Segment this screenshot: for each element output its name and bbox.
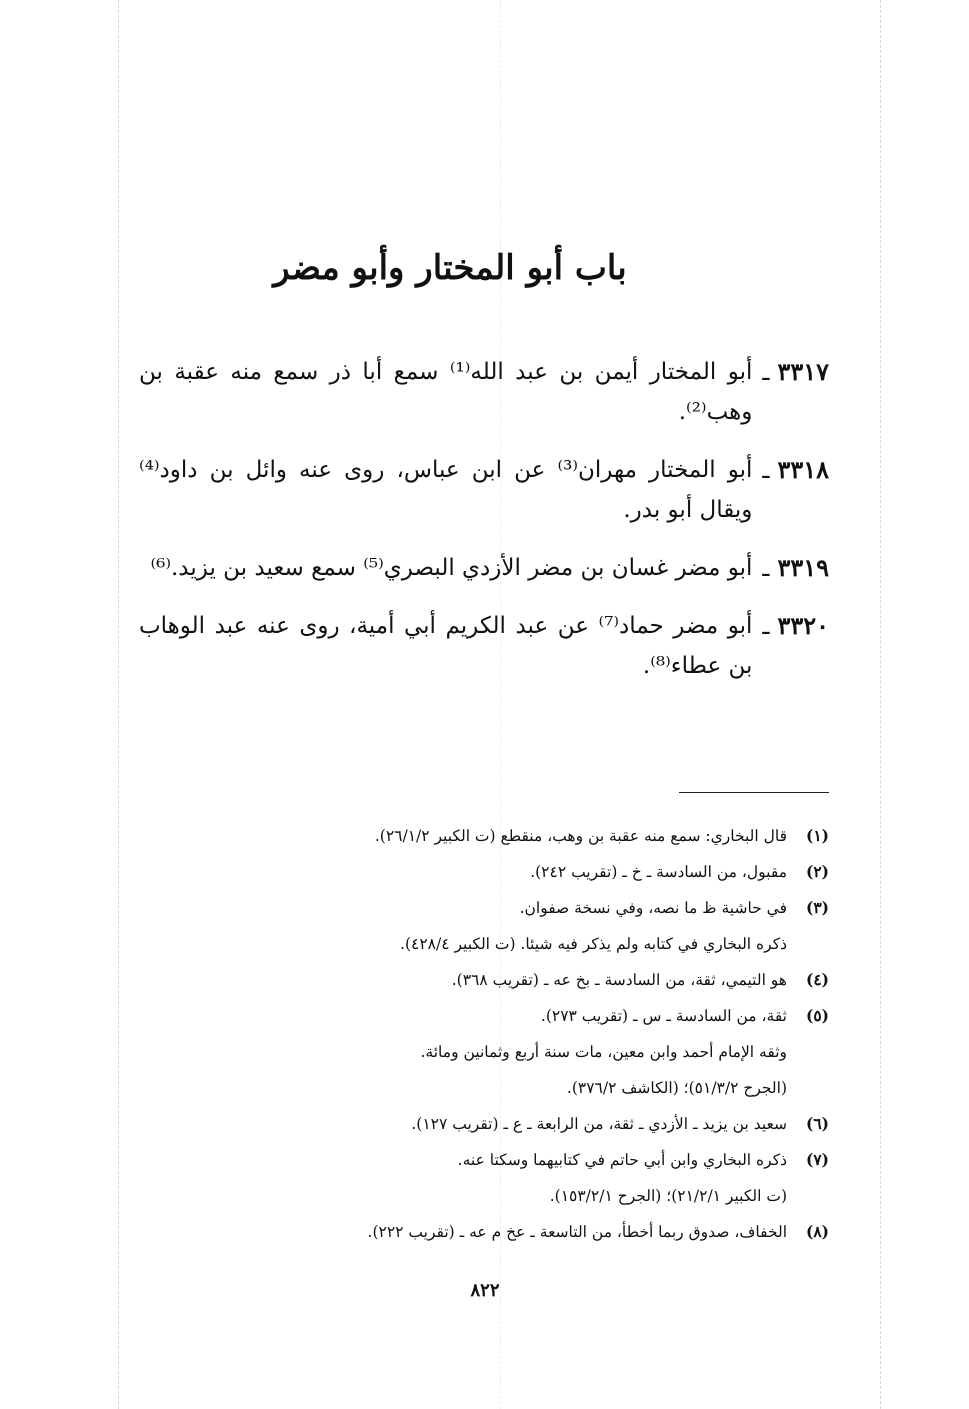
- footnote: [209, 1142, 829, 1214]
- footnote-number: (٣): [805, 898, 829, 917]
- footnote: [209, 890, 829, 962]
- footnote-number: (٥): [805, 1006, 829, 1025]
- footnote: [209, 818, 829, 854]
- footnotes: [209, 818, 829, 1250]
- scan-guide-line: [118, 0, 119, 1409]
- entry: [139, 548, 829, 588]
- footnote-number: (٨): [805, 1222, 829, 1241]
- entry-text: أبو المختار مهران⁽³⁾ عن ابن عباس، روى عنه وائل بن داود⁽⁴⁾ ويقال أبو بدر.: [139, 457, 753, 523]
- entry-dash: ـ: [762, 612, 770, 640]
- entry-number: ٣٣١٩: [777, 553, 829, 582]
- footnote-divider: [679, 792, 829, 793]
- footnote: [209, 854, 829, 890]
- entry: [139, 606, 829, 686]
- page-number: ٨٢٢: [470, 1280, 500, 1301]
- scan-guide-line: [880, 0, 881, 1409]
- footnote: [209, 998, 829, 1106]
- footnote-body: [209, 854, 787, 890]
- footnote-number: (٦): [805, 1114, 829, 1133]
- footnote-body: [209, 890, 787, 962]
- footnote-line: هو التيمي، ثقة، من السادسة ـ بخ عه ـ (تقريب ٣٦٨).: [451, 971, 787, 989]
- footnote-line: (الجرح ٥١/٣/٢)؛ (الكاشف ٣٧٦/٢).: [566, 1079, 787, 1097]
- entry-dash: ـ: [762, 456, 770, 484]
- footnote-body: [209, 818, 787, 854]
- footnote-line: ثقة، من السادسة ـ س ـ (تقريب ٢٧٣).: [540, 1007, 787, 1025]
- footnote: [209, 962, 829, 998]
- footnote: [209, 1214, 829, 1250]
- footnote-number: (٧): [805, 1150, 829, 1169]
- footnote-number: (١): [805, 826, 829, 845]
- footnote-number: (٢): [805, 862, 829, 881]
- entry-text: أبو مضر حماد⁽⁷⁾ عن عبد الكريم أبي أمية، روى عنه عبد الوهاب بن عطاء⁽⁸⁾.: [139, 613, 753, 679]
- footnote: [209, 1106, 829, 1142]
- footnote-line: الخفاف، صدوق ربما أخطأ، من التاسعة ـ عخ م عه ـ (تقريب ٢٢٢).: [367, 1223, 787, 1241]
- entry-number: ٣٣١٨: [777, 455, 829, 484]
- entry-number: ٣٣٢٠: [777, 611, 829, 640]
- entries-list: [139, 352, 829, 704]
- footnote-line: في حاشية ظ ما نصه، وفي نسخة صفوان.: [519, 899, 787, 917]
- entry-text: أبو مضر غسان بن مضر الأزدي البصري⁽⁵⁾ سمع سعيد بن يزيد.⁽⁶⁾: [150, 555, 753, 581]
- footnote-line: (ت الكبير ٢١/٢/١)؛ (الجرح ١٥٣/٢/١).: [549, 1187, 787, 1205]
- footnote-body: [209, 1142, 787, 1214]
- footnote-body: [209, 1106, 787, 1142]
- footnote-body: [209, 1214, 787, 1250]
- footnote-line: ذكره البخاري في كتابه ولم يذكر فيه شيئا. (ت الكبير ٤٢٨/٤).: [400, 935, 787, 953]
- entry: [139, 450, 829, 530]
- entry-text: أبو المختار أيمن بن عبد الله⁽¹⁾ سمع أبا ذر سمع منه عقبة بن وهب⁽²⁾.: [139, 359, 753, 425]
- footnote-body: [209, 998, 787, 1106]
- entry-dash: ـ: [762, 358, 770, 386]
- footnote-number: (٤): [805, 970, 829, 989]
- entry-number: ٣٣١٧: [777, 357, 829, 386]
- footnote-line: قال البخاري: سمع منه عقبة بن وهب، منقطع (ت الكبير ٢٦/١/٢).: [374, 827, 787, 845]
- footnote-line: ذكره البخاري وابن أبي حاتم في كتابيهما وسكتا عنه.: [457, 1151, 787, 1169]
- footnote-line: سعيد بن يزيد ـ الأزدي ـ ثقة، من الرابعة ـ ع ـ (تقريب ١٢٧).: [411, 1115, 787, 1133]
- footnote-line: مقبول، من السادسة ـ خ ـ (تقريب ٢٤٢).: [530, 863, 787, 881]
- entry: [139, 352, 829, 432]
- chapter-title: باب أبو المختار وأبو مضر: [273, 248, 627, 288]
- footnote-line: وثقه الإمام أحمد وابن معين، مات سنة أربع وثمانين ومائة.: [420, 1043, 787, 1061]
- footnote-body: [209, 962, 787, 998]
- entry-dash: ـ: [762, 554, 770, 582]
